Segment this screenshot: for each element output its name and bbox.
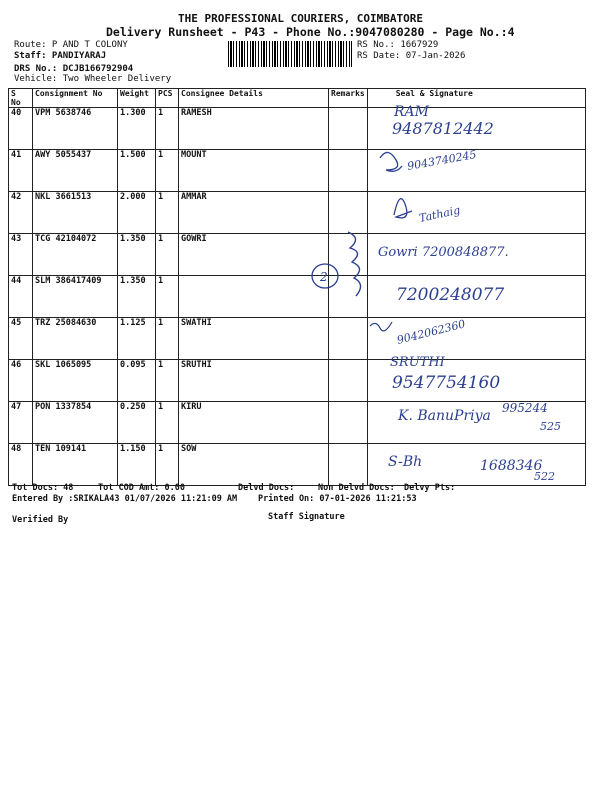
remarks-cell xyxy=(329,318,368,360)
total-docs: Tot Docs: 48 xyxy=(12,483,74,493)
signature-row-45: 9042062360 xyxy=(395,317,467,347)
consignment-cell: PON 1337854 xyxy=(33,402,118,444)
pcs-cell: 1 xyxy=(156,234,179,276)
consignment-cell: AWY 5055437 xyxy=(33,150,118,192)
table-row xyxy=(9,318,586,360)
remarks-cell xyxy=(329,360,368,402)
consignee-cell: SOW xyxy=(179,444,329,486)
col-consignment: Consignment No xyxy=(33,89,118,108)
pcs-cell: 1 xyxy=(156,108,179,150)
weight-cell: 0.095 xyxy=(118,360,156,402)
pcs-cell: 1 xyxy=(156,192,179,234)
sno-cell: 41 xyxy=(9,150,33,192)
signature-row-44: 7200248077 xyxy=(396,285,505,305)
weight-cell: 2.000 xyxy=(118,192,156,234)
pcs-cell: 1 xyxy=(156,360,179,402)
consignee-cell: SRUTHI xyxy=(179,360,329,402)
seal-cell xyxy=(367,147,585,192)
staff-label: Staff: PANDIYARAJ xyxy=(14,51,107,61)
drs-label: DRS No.: DCJB166792904 xyxy=(14,64,134,74)
signature-row-47-note: 525 xyxy=(540,420,561,433)
barcode xyxy=(228,41,352,67)
rs-number: RS No.: 1667929 xyxy=(357,40,439,50)
signature-row-40-name: RAM xyxy=(394,104,429,120)
consignment-cell: TCG 42104072 xyxy=(33,234,118,276)
seal-cell xyxy=(367,360,585,402)
remarks-cell xyxy=(329,276,368,318)
consignee-cell: SWATHI xyxy=(179,318,329,360)
col-consignee: Consignee Details xyxy=(179,89,329,108)
weight-cell: 1.150 xyxy=(118,444,156,486)
seal-cell xyxy=(367,234,585,276)
seal-cell xyxy=(367,444,585,486)
signature-row-47-name: K. BanuPriya xyxy=(398,408,491,424)
weight-cell: 1.350 xyxy=(118,276,156,318)
col-weight: Weight xyxy=(118,89,156,108)
consignee-cell: GOWRI xyxy=(179,234,329,276)
remarks-cell xyxy=(329,444,368,486)
remarks-cell xyxy=(329,402,368,444)
sno-cell: 42 xyxy=(9,192,33,234)
seal-cell xyxy=(367,108,585,150)
printed-on: Printed On: 07-01-2026 11:21:53 xyxy=(258,494,417,504)
company-name: THE PROFESSIONAL COURIERS, COIMBATORE xyxy=(178,12,424,25)
table-row xyxy=(9,444,586,486)
consignee-cell: AMMAR xyxy=(179,192,329,234)
seal-cell xyxy=(367,318,585,360)
route-label: Route: P AND T COLONY xyxy=(14,40,128,50)
runsheet-title: Delivery Runsheet - P43 - Phone No.:9047080280 - Page No.:4 xyxy=(106,25,515,39)
consignee-cell: KIRU xyxy=(179,402,329,444)
pcs-cell: 1 xyxy=(156,318,179,360)
signature-row-41-phone: 9043740245 xyxy=(406,147,478,173)
signature-row-46-name: SRUTHI xyxy=(390,355,445,370)
table-row xyxy=(9,108,586,150)
consignment-cell: SKL 1065095 xyxy=(33,360,118,402)
total-cod-amount: Tot COD Amt: 0.00 xyxy=(98,483,185,493)
sno-cell: 44 xyxy=(9,276,33,318)
verified-by: Verified By xyxy=(12,515,69,525)
remarks-cell xyxy=(329,150,368,192)
staff-signature: Staff Signature xyxy=(268,512,345,522)
sno-cell: 46 xyxy=(9,360,33,402)
col-pcs: PCS xyxy=(156,89,179,108)
remarks-cell xyxy=(329,108,368,150)
circle-mark-digit: 2 xyxy=(320,270,328,284)
pcs-cell: 1 xyxy=(156,150,179,192)
consignment-cell: TRZ 25084630 xyxy=(33,318,118,360)
consignment-cell: VPM 5638746 xyxy=(33,108,118,150)
pcs-cell: 1 xyxy=(156,444,179,486)
signature-row-46-phone: 9547754160 xyxy=(392,373,501,393)
weight-cell: 1.125 xyxy=(118,318,156,360)
non-delivered-docs: Non Delvd Docs: xyxy=(318,483,395,493)
pcs-cell: 1 xyxy=(156,276,179,318)
col-seal: Seal & Signature xyxy=(367,89,585,108)
sno-cell: 40 xyxy=(9,108,33,150)
signature-row-47-phone: 995244 xyxy=(502,401,548,415)
sno-cell: 47 xyxy=(9,402,33,444)
consignee-cell xyxy=(179,276,329,318)
weight-cell: 1.500 xyxy=(118,150,156,192)
sno-cell: 45 xyxy=(9,318,33,360)
consignment-cell: SLM 386417409 xyxy=(33,276,118,318)
table-row xyxy=(9,402,586,444)
signature-row-48-note: 522 xyxy=(534,470,555,483)
rs-date: RS Date: 07-Jan-2026 xyxy=(357,51,466,61)
col-remarks: Remarks xyxy=(329,89,368,108)
vehicle-label: Vehicle: Two Wheeler Delivery xyxy=(14,74,172,84)
sno-cell: 43 xyxy=(9,234,33,276)
consignee-cell: RAMESH xyxy=(179,108,329,150)
table-row xyxy=(9,234,586,276)
table-row xyxy=(9,192,586,234)
delivery-points: Delvy Pts: xyxy=(404,483,456,493)
table-header-row xyxy=(9,89,586,108)
table-row xyxy=(9,276,586,318)
signature-row-42: Tathaig xyxy=(417,203,462,225)
consignee-cell: MOUNT xyxy=(179,150,329,192)
consignment-cell: NKL 3661513 xyxy=(33,192,118,234)
signature-row-40-phone: 9487812442 xyxy=(392,119,494,138)
consignment-cell: TEN 109141 xyxy=(33,444,118,486)
entered-by: Entered By :SRIKALA43 01/07/2026 11:21:09 AM xyxy=(12,494,238,504)
seal-cell xyxy=(367,192,585,234)
seal-cell xyxy=(367,402,585,444)
signature-row-48-phone: 1688346 xyxy=(480,458,543,474)
table-row xyxy=(9,150,586,192)
delivered-docs: Delvd Docs: xyxy=(238,483,295,493)
col-sno: S No xyxy=(9,89,33,108)
signature-row-48-name: S-Bh xyxy=(388,454,423,470)
weight-cell: 1.300 xyxy=(118,108,156,150)
sno-cell: 48 xyxy=(9,444,33,486)
table-row xyxy=(9,360,586,402)
pcs-cell: 1 xyxy=(156,402,179,444)
runsheet-table xyxy=(8,88,586,486)
seal-cell xyxy=(367,276,585,318)
weight-cell: 1.350 xyxy=(118,234,156,276)
remarks-cell xyxy=(329,234,368,276)
remarks-cell xyxy=(329,192,368,234)
signature-row-43: Gowri 7200848877. xyxy=(378,245,509,260)
weight-cell: 0.250 xyxy=(118,402,156,444)
